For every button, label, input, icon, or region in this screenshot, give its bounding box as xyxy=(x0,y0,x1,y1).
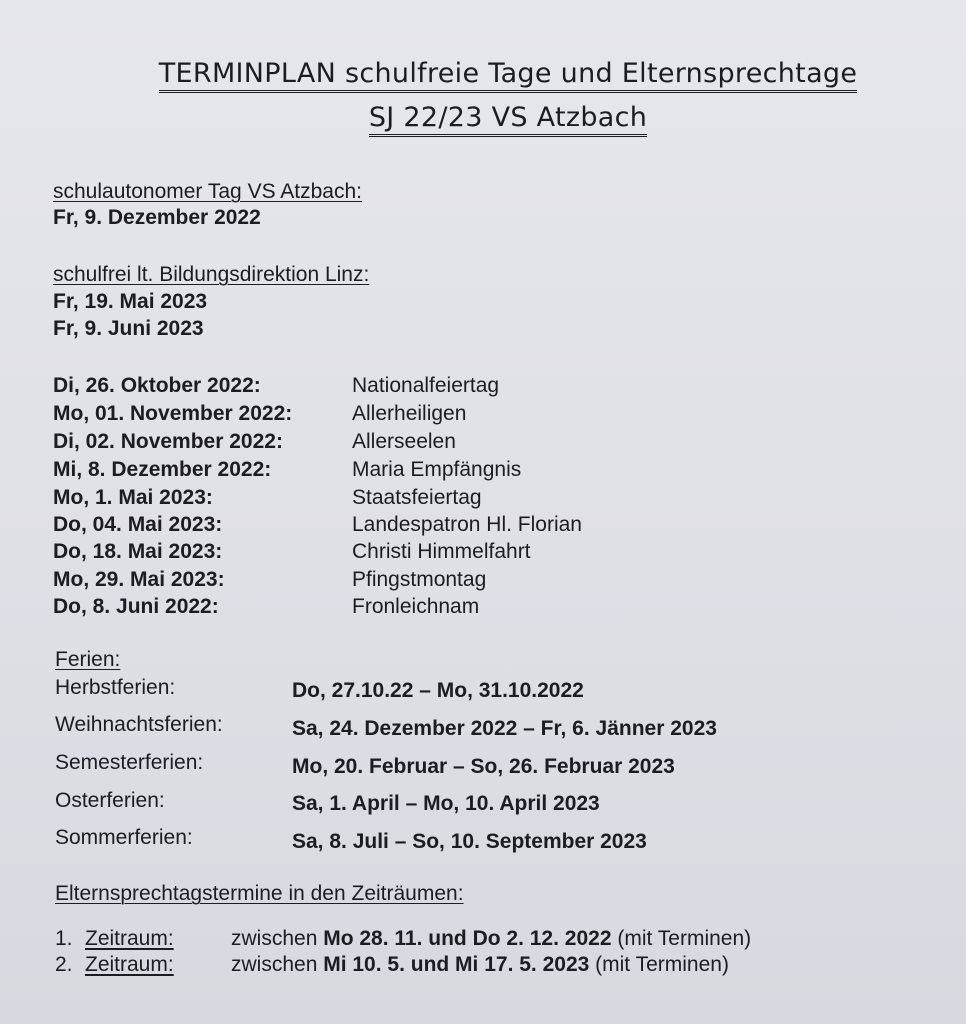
holiday-name: Allerheiligen xyxy=(352,402,467,425)
holiday-date: Mo, 1. Mai 2023: xyxy=(53,486,213,509)
zeitraum-description xyxy=(231,953,729,977)
holiday-date: Mo, 29. Mai 2023: xyxy=(53,568,225,591)
zeitraum-number: 1. xyxy=(55,927,73,950)
holiday-name: Allerseelen xyxy=(352,430,456,453)
holiday-name: Christi Himmelfahrt xyxy=(352,540,531,563)
holiday-name: Maria Empfängnis xyxy=(352,458,522,481)
zeitraum-prefix: zwischen xyxy=(231,953,324,976)
holiday-date: Di, 26. Oktober 2022: xyxy=(53,374,261,397)
holiday-name: Nationalfeiertag xyxy=(352,374,500,397)
bildungsdirektion-date: Fr, 9. Juni 2023 xyxy=(53,317,204,340)
schulautonom-date: Fr, 9. Dezember 2022 xyxy=(53,206,261,229)
holiday-name: Landespatron Hl. Florian xyxy=(352,513,582,536)
elternsprechtage-heading: Elternsprechtagstermine in den Zeiträumen: xyxy=(55,882,464,905)
document-subtitle xyxy=(0,102,966,133)
zeitraum-label: Zeitraum: xyxy=(85,927,174,950)
ferien-label: Semesterferien: xyxy=(55,751,204,774)
document-title xyxy=(0,58,966,89)
zeitraum-prefix: zwischen xyxy=(231,927,324,950)
ferien-label: Weihnachtsferien: xyxy=(55,713,223,736)
ferien-range: Sa, 8. Juli – So, 10. September 2023 xyxy=(292,830,647,853)
zeitraum-range: Mi 10. 5. und Mi 17. 5. 2023 xyxy=(323,953,590,976)
holiday-date: Di, 02. November 2022: xyxy=(53,430,283,453)
ferien-range: Sa, 1. April – Mo, 10. April 2023 xyxy=(292,792,600,815)
ferien-range: Sa, 24. Dezember 2022 – Fr, 6. Jänner 2023 xyxy=(292,717,717,740)
holiday-name: Staatsfeiertag xyxy=(352,486,482,509)
title-line-1: TERMINPLAN schulfreie Tage und Elternsprechtage xyxy=(159,58,858,93)
holiday-date: Do, 18. Mai 2023: xyxy=(53,540,223,563)
ferien-heading: Ferien: xyxy=(55,648,121,671)
zeitraum-number: 2. xyxy=(55,953,73,976)
ferien-label: Sommerferien: xyxy=(55,826,193,849)
title-line-2: SJ 22/23 VS Atzbach xyxy=(369,102,647,137)
zeitraum-label: Zeitraum: xyxy=(85,953,174,976)
zeitraum-range: Mo 28. 11. und Do 2. 12. 2022 xyxy=(323,927,612,950)
ferien-range: Mo, 20. Februar – So, 26. Februar 2023 xyxy=(292,755,675,778)
ferien-label: Herbstferien: xyxy=(55,676,176,699)
holiday-name: Pfingstmontag xyxy=(352,568,487,591)
holiday-date: Mo, 01. November 2022: xyxy=(53,402,293,425)
ferien-range: Do, 27.10.22 – Mo, 31.10.2022 xyxy=(292,679,584,702)
holiday-date: Mi, 8. Dezember 2022: xyxy=(53,458,272,481)
zeitraum-description xyxy=(231,927,751,951)
bildungsdirektion-date: Fr, 19. Mai 2023 xyxy=(53,290,208,313)
zeitraum-suffix: (mit Terminen) xyxy=(611,927,752,950)
holiday-name: Fronleichnam xyxy=(352,595,480,618)
holiday-date: Do, 04. Mai 2023: xyxy=(53,513,223,536)
schulautonom-heading: schulautonomer Tag VS Atzbach: xyxy=(53,180,362,203)
zeitraum-suffix: (mit Terminen) xyxy=(589,953,729,976)
ferien-label: Osterferien: xyxy=(55,789,165,812)
holiday-date: Do, 8. Juni 2022: xyxy=(53,595,219,618)
bildungsdirektion-heading: schulfrei lt. Bildungsdirektion Linz: xyxy=(53,263,370,286)
